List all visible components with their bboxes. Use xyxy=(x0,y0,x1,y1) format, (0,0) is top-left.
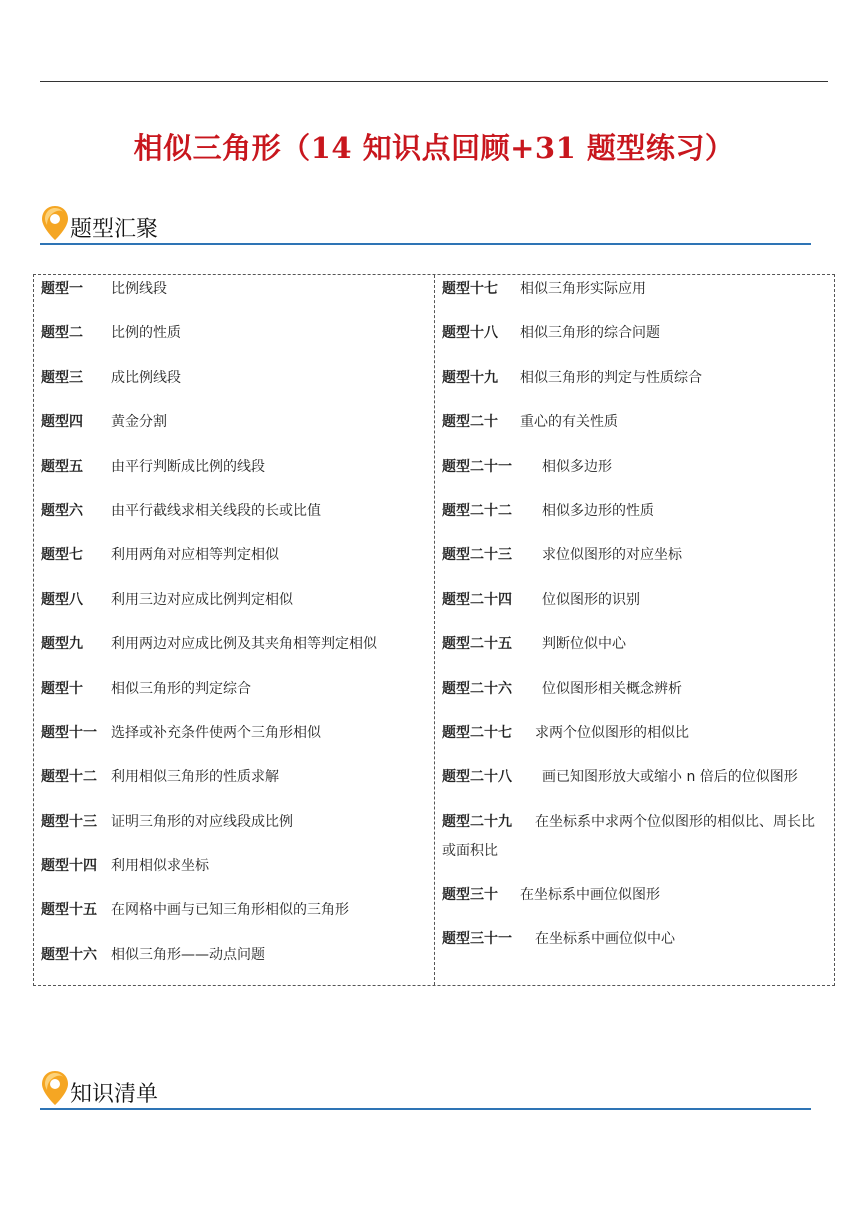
topic-code: 题型三 xyxy=(41,369,83,386)
topic-item xyxy=(442,319,834,348)
topic-item xyxy=(442,453,834,482)
topic-item xyxy=(41,941,433,970)
column-divider xyxy=(434,275,435,985)
topic-item xyxy=(41,275,433,304)
topic-code: 题型二十七 xyxy=(442,724,512,741)
topic-item xyxy=(442,881,834,910)
topic-item xyxy=(442,275,834,304)
topic-list-box xyxy=(33,274,835,986)
topic-name: 判断位似中心 xyxy=(542,636,626,653)
topic-code: 题型十四 xyxy=(41,858,97,875)
map-pin-icon xyxy=(40,1070,70,1106)
topic-item xyxy=(41,586,433,615)
topic-code: 题型一 xyxy=(41,281,83,297)
topic-name: 相似三角形的判定与性质综合 xyxy=(520,369,702,386)
topic-name: 求位似图形的对应坐标 xyxy=(542,547,682,564)
topic-name: 证明三角形的对应线段成比例 xyxy=(111,813,293,830)
topic-item xyxy=(442,364,834,393)
topic-column-right xyxy=(442,275,834,970)
topic-name: 求两个位似图形的相似比 xyxy=(535,724,689,741)
topic-code: 题型三十 xyxy=(442,887,498,904)
topic-name: 在坐标系中画位似中心 xyxy=(535,931,675,948)
topic-item xyxy=(41,896,433,925)
topic-code: 题型九 xyxy=(41,636,83,653)
topic-code: 题型二十二 xyxy=(442,502,512,519)
topic-item xyxy=(41,675,433,704)
topic-name: 利用两角对应相等判定相似 xyxy=(111,547,279,564)
section-rule xyxy=(40,243,811,245)
topic-code: 题型十六 xyxy=(41,946,97,963)
topic-code: 题型十二 xyxy=(41,769,97,786)
topic-item xyxy=(41,808,433,837)
topic-code: 题型二十九 xyxy=(442,813,512,830)
topic-name: 相似三角形的综合问题 xyxy=(520,325,660,342)
topic-name: 重心的有关性质 xyxy=(520,414,618,431)
topic-code: 题型七 xyxy=(41,547,83,564)
topic-code: 题型十 xyxy=(41,680,83,697)
topic-item xyxy=(442,497,834,526)
section-header-summary xyxy=(40,205,811,245)
topic-item xyxy=(442,925,834,954)
topic-column-left xyxy=(41,275,433,985)
topic-name: 黄金分割 xyxy=(111,414,167,431)
map-pin-icon xyxy=(40,205,70,241)
topic-name: 相似三角形实际应用 xyxy=(520,281,646,297)
topic-item xyxy=(41,852,433,881)
topic-item xyxy=(442,408,834,437)
section-title-summary: 题型汇聚 xyxy=(70,217,159,242)
topic-code: 题型二十八 xyxy=(442,769,512,786)
topic-name: 位似图形的识别 xyxy=(542,591,640,608)
topic-item xyxy=(442,808,828,866)
topic-item xyxy=(41,364,433,393)
topic-code: 题型二十四 xyxy=(442,591,512,608)
topic-item xyxy=(41,319,433,348)
topic-name: 比例的性质 xyxy=(111,325,181,342)
topic-code: 题型四 xyxy=(41,414,83,431)
topic-code: 题型二 xyxy=(41,325,83,342)
topic-item xyxy=(41,408,433,437)
header-rule xyxy=(40,81,828,82)
topic-code: 题型六 xyxy=(41,502,83,519)
topic-item xyxy=(442,719,834,748)
topic-name: 在网格中画与已知三角形相似的三角形 xyxy=(111,902,349,919)
topic-item xyxy=(442,630,834,659)
topic-name: 选择或补充条件使两个三角形相似 xyxy=(111,724,321,741)
topic-code: 题型十七 xyxy=(442,281,498,297)
topic-code: 题型二十三 xyxy=(442,547,512,564)
topic-code: 题型二十五 xyxy=(442,636,512,653)
topic-name: 相似多边形的性质 xyxy=(542,502,654,519)
topic-item xyxy=(442,541,834,570)
section-rule xyxy=(40,1108,811,1110)
topic-name: 在坐标系中画位似图形 xyxy=(520,887,660,904)
topic-item xyxy=(41,763,433,792)
topic-name: 利用相似三角形的性质求解 xyxy=(111,769,279,786)
topic-name: 在坐标系中求两个位似图形的相似比、周长比或面积比 xyxy=(442,813,815,859)
topic-name: 由平行判断成比例的线段 xyxy=(111,458,265,475)
topic-code: 题型二十一 xyxy=(442,458,512,475)
section-title-knowledge: 知识清单 xyxy=(70,1082,159,1107)
topic-name: 利用相似求坐标 xyxy=(111,858,209,875)
topic-item xyxy=(41,630,433,659)
topic-name: 相似三角形的判定综合 xyxy=(111,680,251,697)
topic-item xyxy=(41,541,433,570)
topic-name: 相似三角形——动点问题 xyxy=(111,946,265,963)
topic-name: 利用三边对应成比例判定相似 xyxy=(111,591,293,608)
topic-code: 题型十九 xyxy=(442,369,498,386)
topic-name: 成比例线段 xyxy=(111,369,181,386)
topic-name: 比例线段 xyxy=(111,281,167,297)
topic-code: 题型二十 xyxy=(442,414,498,431)
topic-code: 题型十五 xyxy=(41,902,97,919)
topic-code: 题型五 xyxy=(41,458,83,475)
topic-item xyxy=(442,763,834,792)
topic-name: 画已知图形放大或缩小 n 倍后的位似图形 xyxy=(542,769,798,786)
topic-code: 题型十一 xyxy=(41,724,97,741)
topic-name: 利用两边对应成比例及其夹角相等判定相似 xyxy=(111,636,377,653)
topic-code: 题型十三 xyxy=(41,813,97,830)
topic-code: 题型三十一 xyxy=(442,931,512,948)
topic-code: 题型十八 xyxy=(442,325,498,342)
topic-item xyxy=(442,675,834,704)
topic-item xyxy=(41,719,433,748)
topic-name: 位似图形相关概念辨析 xyxy=(542,680,682,697)
topic-code: 题型八 xyxy=(41,591,83,608)
document-title: 相似三角形（14 知识点回顾+31 题型练习） xyxy=(133,131,735,165)
topic-item xyxy=(442,586,834,615)
topic-name: 由平行截线求相关线段的长或比值 xyxy=(111,502,321,519)
topic-item xyxy=(41,453,433,482)
topic-name: 相似多边形 xyxy=(542,458,612,475)
topic-item xyxy=(41,497,433,526)
section-header-knowledge xyxy=(40,1070,811,1110)
topic-code: 题型二十六 xyxy=(442,680,512,697)
